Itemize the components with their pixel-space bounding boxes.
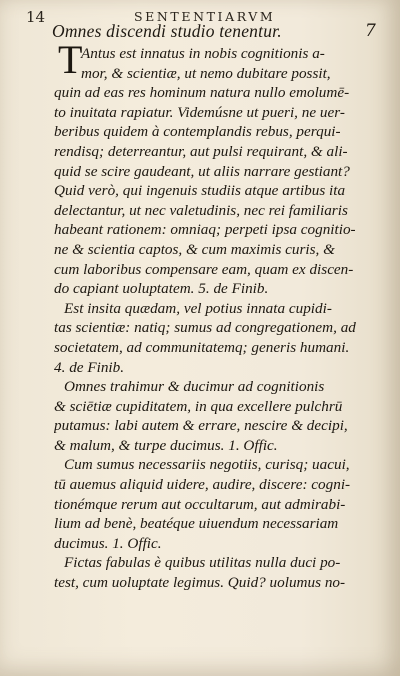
text-line: to inuitata rapiatur. Videmúsne ut pueri, ne uer- [54, 103, 345, 121]
text-line: Omnes trahimur & ducimur ad cognitionis [64, 378, 325, 396]
text-line: 4. de Finib. [54, 358, 125, 376]
text-line: do capiant uoluptatem. 5. de Finib. [54, 280, 269, 298]
text-line: Cum sumus necessariis negotiis, curisq; uacui, [64, 456, 350, 474]
text-line: & sciētiæ cupiditatem, in qua excellere pulchrū [54, 397, 343, 415]
text-line: rendisq; deterreantur, aut pulsi requirant, & ali- [54, 142, 348, 160]
page-number: 14 [26, 8, 46, 26]
section-title: Omnes discendi studio tenentur. [52, 21, 282, 41]
drop-capital: T [58, 37, 83, 82]
text-line: lium ad benè, beatéque uiuendum necessariam [54, 515, 339, 533]
text-line: & malum, & turpe ducimus. 1. Offic. [54, 436, 278, 454]
text-line: beribus quidem à contemplandis rebus, perqui- [54, 123, 341, 141]
text-line: quin ad eas res hominum natura nullo emolumē- [54, 84, 350, 102]
text-line: habeant rationem: omniaq; perpeti ipsa cognitio- [54, 221, 356, 239]
text-line: mor, & scientiæ, ut nemo dubitare possit, [81, 64, 331, 82]
text-line: Fictas fabulas è quibus utilitas nulla duci po- [64, 554, 341, 572]
text-line: tionémque rerum aut occultarum, aut admirabi- [54, 495, 346, 513]
text-line: Est insita quædam, vel potius innata cupidi- [64, 299, 332, 317]
text-line: delectantur, ut nec valetudinis, nec rei familiaris [54, 201, 348, 219]
text-line: tū auemus aliquid uidere, audire, discere: cogni- [54, 476, 351, 494]
text-line: putamus: labi autem & errare, nescire & decipi, [54, 417, 348, 435]
text-line: test, cum uoluptate legimus. Quid? uolumus no- [54, 574, 346, 592]
running-title: SENTENTIARVM [134, 9, 276, 24]
text-line: ne & scientia captos, & cum maximis curis, & [54, 240, 335, 258]
text-line: Antus est innatus in nobis cognitionis a- [81, 45, 325, 62]
text-line: tas scientiæ: natiq; sumus ad congregationem, ad [54, 319, 356, 337]
text-line: quid se scire gaudeant, ut aliis narrare gestiant? [54, 162, 350, 180]
text-line: societatem, ad communitatemq; generis humani. [54, 338, 350, 356]
text-line: Quid verò, qui ingenuis studiis atque artibus ita [54, 182, 346, 200]
text-line: cum laboribus compensare eam, quam ex discen- [54, 260, 354, 278]
body-text [54, 44, 380, 593]
text-line: ducimus. 1. Offic. [54, 534, 162, 552]
section-number: 7 [365, 21, 376, 41]
